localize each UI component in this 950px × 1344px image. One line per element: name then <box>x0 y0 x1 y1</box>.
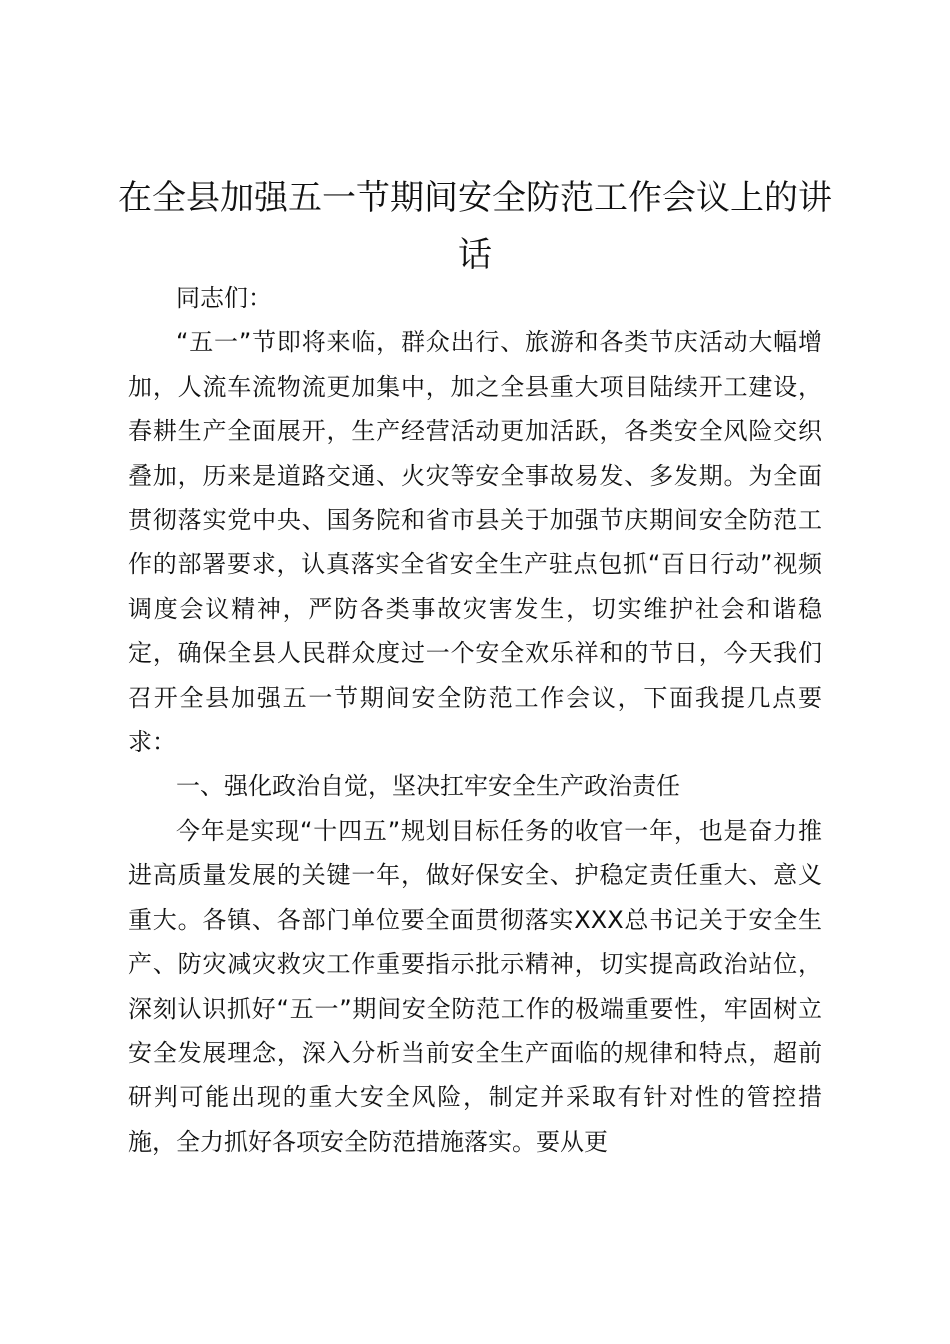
salutation-paragraph: 同志们： <box>176 284 272 312</box>
section-paragraph: 今年是实现“十四五”规划目标任务的收官一年，也是奋力推进高质量发展的关键一年，做好保安全、护稳定责任重大、意义重大。各镇、各部门单位要全面贯彻落实XXX总书记关于安全生产、防灾减灾救灾工作重要指示批示精神，切实提高政治站位，深刻认识抓好“五一”期间安全防范工作的极端重要性，牢固树立安全发展理念，深入分析当前安全生产面临的规律和特点，超前研判可能出现的重大安全风险，制定并采取有针对性的管控措施，全力抓好各项安全防范措施落实。要从更 <box>128 816 822 1156</box>
section-heading: 一、强化政治自觉，坚决扛牢安全生产政治责任 <box>176 772 680 801</box>
document-body <box>128 276 822 1164</box>
intro-paragraph: “五一”节即将来临，群众出行、旅游和各类节庆活动大幅增加，人流车流物流更加集中，加之全县重大项目陆续开工建设，春耕生产全面展开，生产经营活动更加活跃，各类安全风险交织叠加，历来是道路交通、火灾等安全事故易发、多发期。为全面贯彻落实党中央、国务院和省市县关于加强节庆期间安全防范工作的部署要求，认真落实全省安全生产驻点包抓“百日行动”视频调度会议精神，严防各类事故灾害发生，切实维护社会和谐稳定，确保全县人民群众度过一个安全欢乐祥和的节日，今天我们召开全县加强五一节期间安全防范工作会议，下面我提几点要求： <box>128 328 822 757</box>
document-title: 在全县加强五一节期间安全防范工作会议上的讲话 <box>118 178 832 275</box>
